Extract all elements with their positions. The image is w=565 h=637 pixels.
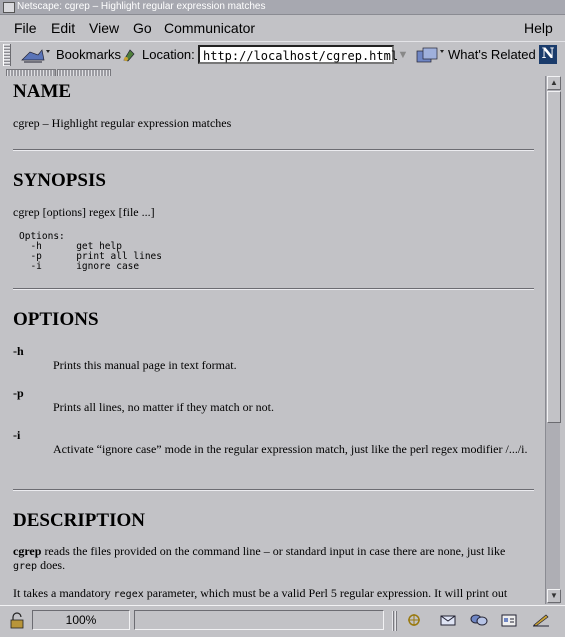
location-label: Location: xyxy=(142,47,195,62)
bookmarks-icon[interactable] xyxy=(20,46,50,66)
bookmarks-button[interactable]: Bookmarks xyxy=(56,47,122,62)
status-bar xyxy=(0,605,565,637)
page-content xyxy=(0,76,545,604)
menu-file[interactable]: File xyxy=(14,20,37,36)
collapsed-toolbar-tabs xyxy=(0,69,565,76)
option-desc: Prints all lines, no matter if they match or not. xyxy=(53,400,274,414)
options-heading: OPTIONS xyxy=(13,309,99,330)
regex-term: regex xyxy=(113,589,144,600)
description-text: does. xyxy=(37,558,66,572)
vertical-scrollbar[interactable] xyxy=(545,76,560,604)
window-menu-icon[interactable] xyxy=(3,2,15,13)
menu-bar xyxy=(0,15,565,41)
option-flag: -h xyxy=(13,344,24,358)
synopsis-code: Options: -h get help -p print all lines -i ignore case xyxy=(19,231,162,272)
menu-view[interactable]: View xyxy=(89,20,120,36)
window-title: Netscape: cgrep – Highlight regular expression matches xyxy=(17,1,266,12)
security-lock-icon[interactable] xyxy=(8,612,26,630)
navigator-icon[interactable] xyxy=(406,613,422,627)
status-message xyxy=(134,610,384,630)
whats-related-icon[interactable] xyxy=(415,46,445,66)
location-icon xyxy=(121,47,137,63)
discussion-groups-icon[interactable] xyxy=(470,613,486,627)
description-text: parameter, which must be a valid Perl 5 regular expression. It will print out xyxy=(143,586,508,600)
progress-indicator: 100% xyxy=(32,610,130,630)
name-heading: NAME xyxy=(13,81,72,102)
netscape-logo[interactable]: N xyxy=(539,45,557,64)
menu-help[interactable]: Help xyxy=(524,20,553,36)
description-heading: DESCRIPTION xyxy=(13,510,145,531)
menu-communicator[interactable]: Communicator xyxy=(164,20,256,36)
location-input[interactable]: http://localhost/cgrep.html xyxy=(198,45,394,64)
scrollbar-thumb[interactable] xyxy=(547,91,561,423)
option-flag: -p xyxy=(13,386,24,400)
divider xyxy=(13,288,534,290)
location-toolbar xyxy=(0,41,565,70)
composer-icon[interactable] xyxy=(532,613,548,627)
mail-icon[interactable] xyxy=(440,613,456,627)
toolbar-grip[interactable] xyxy=(3,44,11,66)
whats-related-button[interactable]: What's Related xyxy=(448,47,536,62)
window-titlebar[interactable] xyxy=(0,0,565,15)
option-desc: Activate “ignore case” mode in the regular expression match, just like the perl regex modifier /.../i. xyxy=(53,442,528,456)
location-dropdown-icon[interactable]: ▼ xyxy=(397,49,409,61)
menu-edit[interactable]: Edit xyxy=(51,20,76,36)
scroll-down-arrow-icon[interactable]: ▼ xyxy=(547,589,561,603)
name-text: cgrep – Highlight regular expression matches xyxy=(13,116,232,130)
address-book-icon[interactable] xyxy=(501,613,517,627)
option-flag: -i xyxy=(13,428,21,442)
synopsis-heading: SYNOPSIS xyxy=(13,170,106,191)
cgrep-term: cgrep xyxy=(13,544,42,558)
component-grip[interactable] xyxy=(392,611,398,631)
description-paragraph xyxy=(13,544,533,574)
scroll-up-arrow-icon[interactable]: ▲ xyxy=(547,76,561,90)
divider xyxy=(13,149,534,151)
divider xyxy=(13,489,534,491)
grep-term: grep xyxy=(13,561,38,572)
synopsis-text: cgrep [options] regex [file ...] xyxy=(13,205,155,219)
option-desc: Prints this manual page in text format. xyxy=(53,358,237,372)
description-text: reads the files provided on the command line – or standard input in case there are none, just like xyxy=(41,544,506,558)
menu-go[interactable]: Go xyxy=(133,20,152,36)
description-text: It takes a mandatory xyxy=(13,586,114,600)
